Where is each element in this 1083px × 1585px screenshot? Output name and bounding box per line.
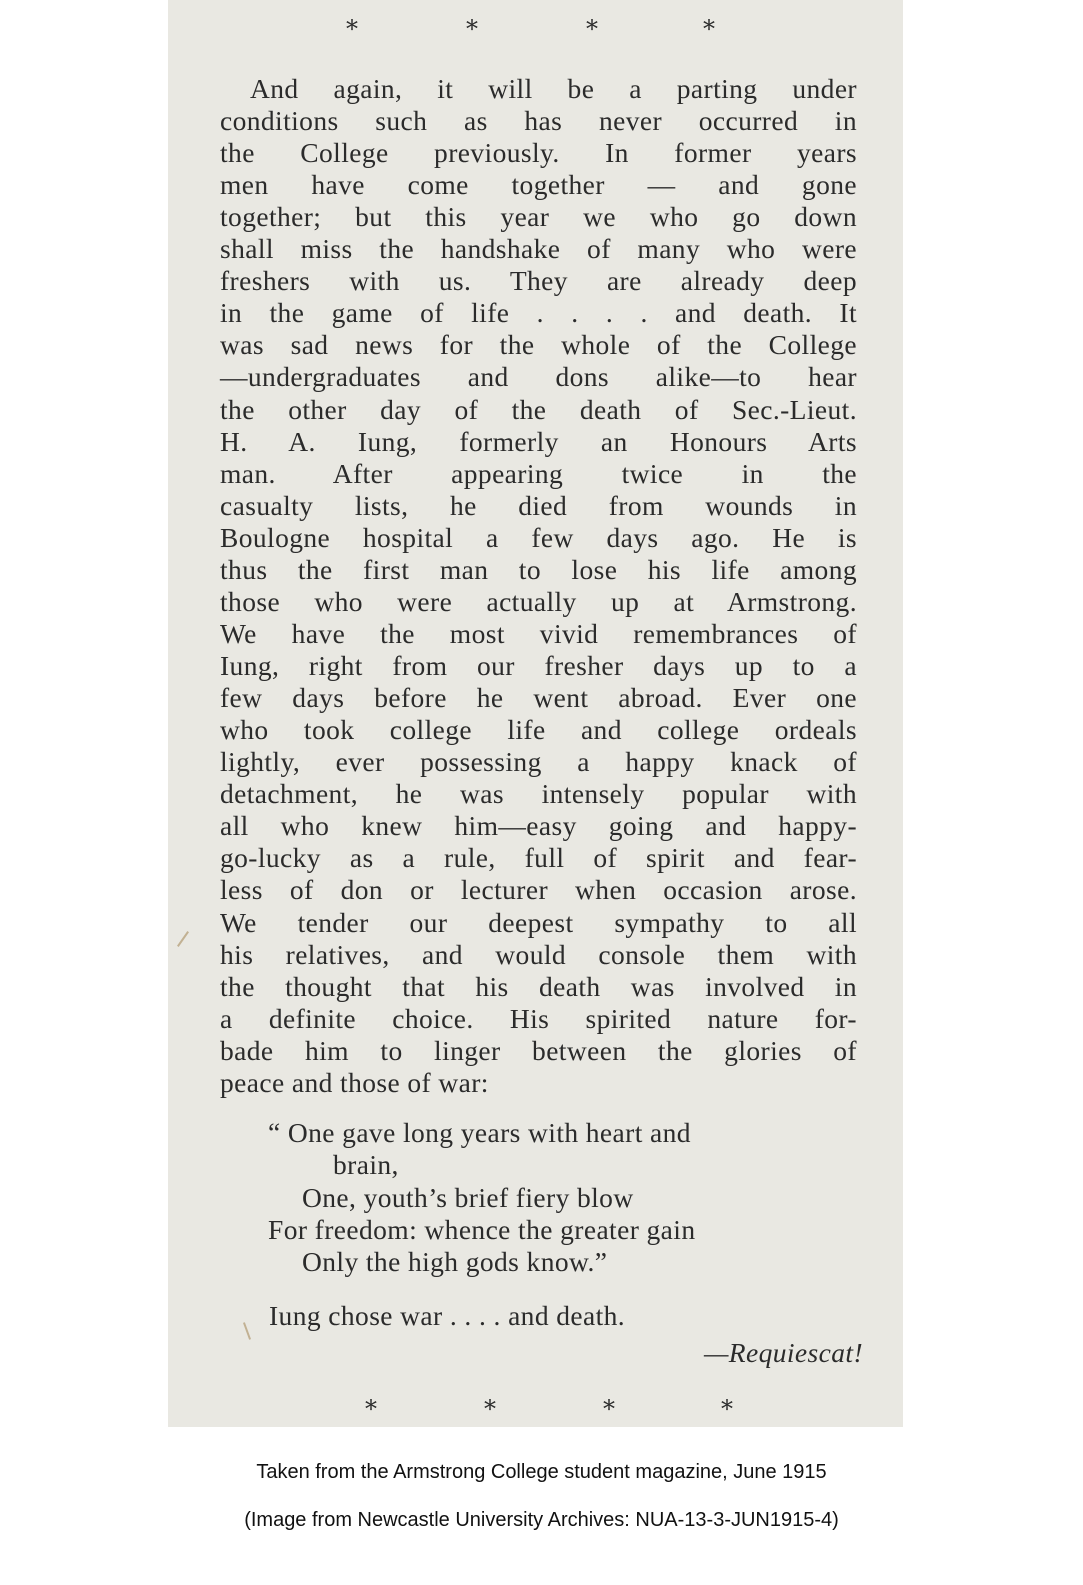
bottom-separator xyxy=(168,1394,903,1424)
paragraph-line: freshers with us. They are already deep xyxy=(220,265,857,296)
paragraph-line: peace and those of war: xyxy=(220,1067,489,1098)
paragraph-line: conditions such as has never occurred in xyxy=(220,105,857,136)
paragraph-line: We have the most vivid remembrances of xyxy=(220,618,857,649)
paragraph-line: man. After appearing twice in the xyxy=(220,458,857,489)
separator-star: * xyxy=(346,15,359,43)
paragraph-line: H. A. Iung, formerly an Honours Arts xyxy=(220,426,857,457)
paragraph-line: lightly, ever possessing a happy knack of xyxy=(220,746,857,777)
paragraph-line: in the game of life . . . . and death. It xyxy=(220,297,857,328)
top-separator xyxy=(168,14,903,44)
paragraph-line: who took college life and college ordeals xyxy=(220,714,857,745)
paragraph-line: those who were actually up at Armstrong. xyxy=(220,586,857,617)
separator-star: * xyxy=(484,1395,497,1423)
paragraph-line: shall miss the handshake of many who were xyxy=(220,233,857,264)
paper-blemish xyxy=(177,931,189,947)
separator-star: * xyxy=(603,1395,616,1423)
paragraph-line: together; but this year we who go down xyxy=(220,201,857,232)
separator-star: * xyxy=(365,1395,378,1423)
paragraph-line: detachment, he was intensely popular with xyxy=(220,778,857,809)
closing-line: Iung chose war . . . . and death. xyxy=(269,1300,626,1331)
paragraph-line: bade him to linger between the glories of xyxy=(220,1035,857,1066)
archive-credit: (Image from Newcastle University Archives: NUA-13-3-JUN1915-4) xyxy=(244,1509,839,1531)
paragraph-line: was sad news for the whole of the College xyxy=(220,329,857,360)
paragraph-line: —undergraduates and dons alike—to hear xyxy=(220,361,857,392)
paragraph-line: Boulogne hospital a few days ago. He is xyxy=(220,522,857,553)
image-caption: Taken from the Armstrong College student magazine, June 1915 xyxy=(256,1461,827,1483)
paragraph-line: his relatives, and would console them with xyxy=(220,939,857,970)
separator-star: * xyxy=(721,1395,734,1423)
separator-star: * xyxy=(586,15,599,43)
paragraph-line: less of don or lecturer when occasion arose. xyxy=(220,874,857,905)
poem-line: “ One gave long years with heart and xyxy=(268,1117,691,1148)
paragraph-line: all who knew him—easy going and happy- xyxy=(220,810,857,841)
paragraph-line: casualty lists, he died from wounds in xyxy=(220,490,857,521)
poem-line: For freedom: whence the greater gain xyxy=(268,1214,696,1245)
scanned-magazine-page xyxy=(168,0,903,1427)
poem-line: brain, xyxy=(333,1149,399,1180)
paragraph-line: few days before he went abroad. Ever one xyxy=(220,682,857,713)
paragraph-line: the College previously. In former years xyxy=(220,137,857,168)
poem-line: Only the high gods know.” xyxy=(302,1246,608,1277)
paragraph-line: thus the first man to lose his life among xyxy=(220,554,857,585)
poem-line: One, youth’s brief fiery blow xyxy=(302,1182,634,1213)
requiescat-signoff: —Requiescat! xyxy=(703,1337,863,1368)
separator-star: * xyxy=(703,15,716,43)
paragraph-line: And again, it will be a parting under xyxy=(250,73,857,104)
paragraph-line: the thought that his death was involved in xyxy=(220,971,857,1002)
separator-star: * xyxy=(466,15,479,43)
paragraph-line: a definite choice. His spirited nature for- xyxy=(220,1003,857,1034)
paper-blemish xyxy=(243,1322,251,1340)
paragraph-line: the other day of the death of Sec.-Lieut. xyxy=(220,394,857,425)
paragraph-line: men have come together — and gone xyxy=(220,169,857,200)
paragraph-line: Iung, right from our fresher days up to a xyxy=(220,650,857,681)
paragraph-line: go-lucky as a rule, full of spirit and fear- xyxy=(220,842,857,873)
paragraph-line: We tender our deepest sympathy to all xyxy=(220,907,857,938)
